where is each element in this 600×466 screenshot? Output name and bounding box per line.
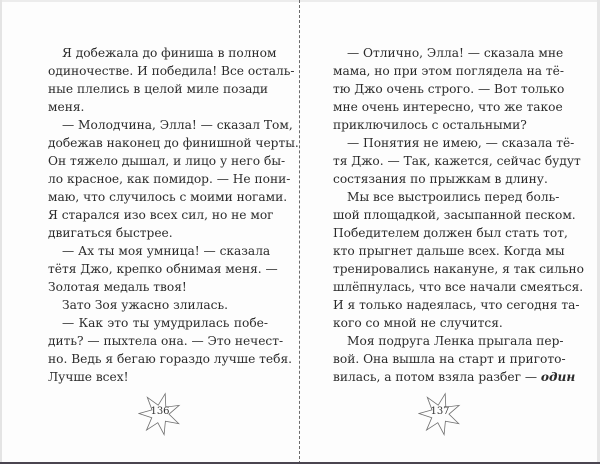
text-line-content: Победителем должен был стать тот, [333, 226, 568, 240]
text-line [333, 170, 552, 188]
emphasized-word: один [540, 370, 576, 384]
text-line-content: ло красное, как помидор. — Не пони- [48, 172, 291, 186]
text-line-content: одиночестве. И победила! Все осталь- [48, 64, 295, 78]
page-edge-top [0, 0, 600, 2]
text-line [333, 62, 564, 80]
text-line [333, 188, 560, 206]
text-line-content: дить? — пыхтела она. — Это нечест- [48, 334, 284, 348]
window-bottom-edge [0, 462, 600, 464]
left-page-text [48, 44, 299, 386]
text-line-content: Лучше всех! [48, 370, 129, 384]
text-line [48, 296, 268, 314]
text-line [333, 278, 584, 296]
text-line-content: Мы все выстроились перед боль- [347, 190, 560, 204]
text-line-content: — Молодчина, Элла! — сказал Том, [62, 118, 293, 132]
text-line [333, 44, 564, 62]
text-line [48, 98, 268, 116]
right-page-text [333, 44, 584, 386]
text-line [333, 368, 576, 386]
text-line [48, 332, 284, 350]
text-line-content: Я старался изо всех сил, но не мог [48, 208, 274, 222]
text-line-content: но. Ведь я бегаю гораздо лучше тебя. [48, 352, 293, 366]
text-line [333, 350, 566, 368]
text-line-content: Зато Зоя ужасно злилась. [62, 298, 228, 312]
page-number-text: 136 [150, 406, 170, 417]
page-number-left [138, 392, 182, 436]
text-line-content: шлёпнулась, что все начали смеяться. [333, 280, 584, 294]
page-number-right [418, 392, 462, 436]
text-line [48, 242, 271, 260]
text-line-content: мама, но при этом поглядела на тё- [333, 64, 564, 78]
text-line-content: кто прыгнет дальше всех. Когда мы [333, 244, 565, 258]
text-line [48, 44, 277, 62]
text-line-content: тю Джо очень строго. — Вот только [333, 82, 565, 96]
text-line [333, 332, 564, 350]
text-line-content: Я добежала до финиша в полном [62, 46, 277, 60]
text-line-content: двигаться быстрее. [48, 226, 173, 240]
text-line-content: — Отлично, Элла! — сказала мне [347, 46, 564, 60]
text-line-content: Моя подруга Ленка прыгала пер- [347, 334, 564, 348]
text-line [333, 314, 552, 332]
text-line [333, 134, 575, 152]
text-line [333, 296, 580, 314]
text-line-content: ные плелись в целой миле позади [48, 82, 268, 96]
text-line [333, 260, 584, 278]
text-line [333, 242, 565, 260]
text-line-content: тя Джо. — Так, кажется, сейчас будут [333, 154, 581, 168]
text-line [48, 134, 299, 152]
text-line [333, 224, 568, 242]
text-line [48, 170, 291, 188]
text-line [333, 152, 581, 170]
text-line [48, 206, 274, 224]
text-line [48, 350, 293, 368]
text-line [333, 116, 552, 134]
text-line-content: И я только надеялась, что сегодня та- [333, 298, 580, 312]
text-line [333, 80, 565, 98]
text-line [333, 98, 563, 116]
text-line-content: — Понятия не имею, — сказала тё- [347, 136, 575, 150]
text-line-content: маю, что случилось с моими ногами. [48, 190, 288, 204]
page-number-text: 137 [430, 406, 450, 417]
text-line-content: вилась, а потом взяла разбег — [333, 370, 538, 384]
text-line-content: добежав наконец до финишной черты. [48, 136, 299, 150]
text-line-content: — Как это ты умудрилась побе- [62, 316, 268, 330]
text-line-content: Золотая медаль твоя! [48, 280, 187, 294]
text-line-content: шой площадкой, засыпанной песком. [333, 208, 576, 222]
text-line [48, 368, 268, 386]
text-line [48, 80, 268, 98]
text-line-content: вой. Она вышла на старт и пригото- [333, 352, 566, 366]
text-line [48, 62, 295, 80]
text-line [48, 314, 268, 332]
text-line-content: — Ах ты моя умница! — сказала [62, 244, 271, 258]
page-fold-divider [299, 0, 300, 464]
text-line-content: мне очень интересно, что же такое [333, 100, 563, 114]
text-line-content: состязания по прыжкам в длину. [333, 172, 548, 186]
text-line-content: меня. [48, 100, 85, 114]
text-line [48, 260, 278, 278]
text-line-content: тренировались накануне, я так сильно [333, 262, 584, 276]
text-line [48, 224, 268, 242]
text-line [48, 152, 286, 170]
text-line-content: приключилось с остальными? [333, 118, 527, 132]
page-edge-left [0, 0, 2, 464]
text-line-content: кого со мной не случится. [333, 316, 503, 330]
text-line [48, 278, 268, 296]
text-line [333, 206, 576, 224]
text-line-content: Он тяжело дышал, и лицо у него бы- [48, 154, 286, 168]
text-line [48, 116, 293, 134]
text-line [48, 188, 288, 206]
text-line-content: тётя Джо, крепко обнимая меня. — [48, 262, 278, 276]
